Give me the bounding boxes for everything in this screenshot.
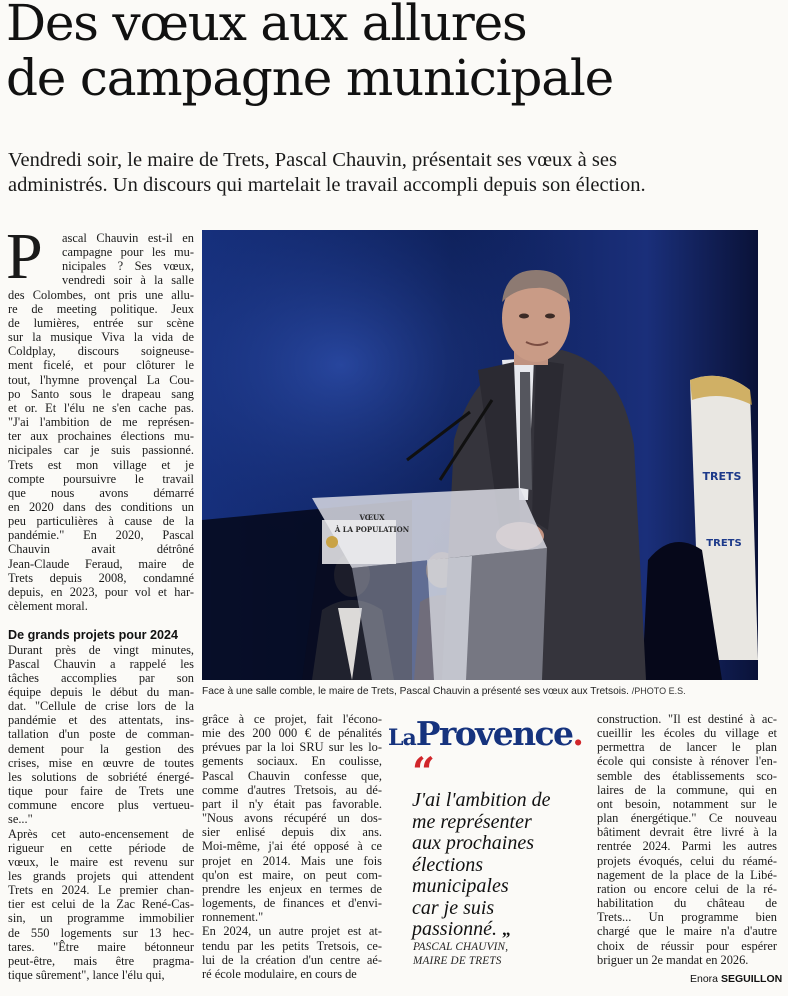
quote-close-icon: „ <box>502 920 511 939</box>
body-line: part il n'y était pas favorable. <box>202 796 382 811</box>
logo-provence: Provence <box>415 714 573 753</box>
body-line: choix de réussir pour espérer <box>597 938 777 953</box>
pull-quote <box>412 790 592 941</box>
body-line: mie des 200 000 € de pénalités <box>202 726 382 741</box>
body-line: "J'ai l'ambition de me représen- <box>8 415 194 430</box>
body-line: Jean-Claude Feraud, maire de <box>8 556 194 571</box>
body-line: projets évoqués, celui du réamé- <box>597 853 777 868</box>
body-line: projet en 2014. Mais une fois <box>202 853 382 868</box>
body-line: Trets est mon village et je <box>8 457 194 472</box>
banner-label: TRETS <box>702 470 742 483</box>
banner-label: TRETS <box>706 538 742 549</box>
body-line: chargé que le maire n'a d'autre <box>597 924 777 939</box>
article-standfirst <box>8 148 788 198</box>
body-line: Trets en 2024. Le premier chan- <box>8 883 194 898</box>
body-line: vœux, le maire est revenu sur <box>8 854 194 869</box>
body-line: nicipales ? Ses vœux, <box>62 259 194 274</box>
body-line: nicipales car je suis passionné. <box>8 443 194 458</box>
body-line: Moi-même, j'ai été opposé à ce <box>202 839 382 854</box>
article-headline <box>6 0 786 106</box>
section-subhead: De grands projets pour 2024 <box>8 628 179 642</box>
body-line: tique pour faire de Trets une <box>8 784 194 799</box>
body-line: laires de la commune, qui en <box>597 782 777 797</box>
body-line: lui de la création d'un centre aé- <box>202 952 382 967</box>
body-line: que nous avons démarré <box>8 485 194 500</box>
body-line: semble des établissements sco- <box>597 768 777 783</box>
body-line: habilitation du château de <box>597 896 777 911</box>
body-line: sin, un programme immobilier <box>8 911 194 926</box>
body-line: peut-être, mais être pragma- <box>8 953 194 968</box>
body-line: de 550 logements sur 13 hec- <box>8 925 194 940</box>
body-line: les solutions de sobriété énergé- <box>8 769 194 784</box>
pull-quote-text: passionné. <box>412 918 497 940</box>
byline-first-name: Enora <box>690 973 719 985</box>
body-line: ration ou encore celui de la ré- <box>597 881 777 896</box>
body-line: cèlement moral. <box>8 599 88 614</box>
body-line: grâce à ce projet, fait l'écono- <box>202 712 382 726</box>
body-line: construction. "Il est destiné à ac- <box>597 712 777 726</box>
pull-quote-line <box>412 790 592 812</box>
body-line: sier enlisé depuis dix ans. <box>202 825 382 840</box>
article-photo <box>202 230 758 680</box>
pull-quote-text: J'ai l'ambition de <box>412 789 551 811</box>
body-line: vendredi soir à la salle <box>62 273 194 288</box>
body-line: dat. "Cellule de crise lors de la <box>8 699 194 714</box>
body-line: en 2020 dans des conditions un <box>8 499 194 514</box>
body-line: re de meeting politique. Jeux <box>8 301 194 316</box>
lectern-text: À LA POPULATION <box>334 525 410 534</box>
pull-quote-text: municipales <box>412 875 509 897</box>
body-line: tares. "Être maire bétonneur <box>8 939 194 954</box>
body-line: ont besoin, notamment sur le <box>597 796 777 811</box>
attribution-line: PASCAL CHAUVIN, <box>413 941 509 953</box>
body-line: équipe depuis le début du man- <box>8 684 194 699</box>
body-line: Coldplay, discours soigneuse- <box>8 344 194 359</box>
body-line: "Nous avons récupéré un dos- <box>202 811 382 826</box>
body-line: crises, mise en œuvre de toutes <box>8 755 194 770</box>
body-line: gements sociaux. En coulisse, <box>202 754 382 769</box>
body-line: des Colombes, ont pris une allu- <box>8 287 194 302</box>
body-line: prévues par la loi SRU sur les lo- <box>202 740 382 755</box>
body-line: compte poursuivre le travail <box>8 471 194 486</box>
body-line: ter aux prochaines élections mu- <box>8 429 194 444</box>
byline-last-name: SEGUILLON <box>720 973 783 985</box>
body-line: Après cet auto-encensement de <box>8 826 194 841</box>
body-line: et or. Et l'élu ne s'en cache pas. <box>8 400 194 415</box>
lectern-text: VŒUX <box>359 513 385 522</box>
body-line: les grands projets qui attendent <box>8 869 194 883</box>
body-column-3 <box>597 712 777 967</box>
body-line: tier est celui de la Zac René-Cas- <box>8 897 194 912</box>
pull-quote-line <box>412 855 592 877</box>
body-line: pandémie et des attentats, ins- <box>8 713 194 728</box>
photo-credit: /PHOTO E.S. <box>631 686 686 696</box>
photo-caption <box>202 684 782 699</box>
body-line: ré école modulaire, en cours de <box>202 966 357 981</box>
body-line: po Santo sous le drapeau sang <box>8 386 194 401</box>
body-line: Trets depuis 2008, condamné <box>8 570 194 585</box>
body-line: tâches accomplies par son <box>8 670 194 685</box>
pull-quote-line <box>412 833 592 855</box>
body-line: Pascal Chauvin confesse que, <box>202 768 382 783</box>
body-line: campagne pour les mu- <box>62 245 194 260</box>
pull-quote-text: car je suis <box>412 896 495 919</box>
body-line: logements, de finances et d'envi- <box>202 896 382 911</box>
drop-cap: P <box>6 220 43 293</box>
body-line: briguer un 2e mandat en 2026. <box>597 952 749 967</box>
body-line: En 2024, un autre projet est at- <box>202 924 382 939</box>
body-line: bâtiment devrait être livré à la <box>597 825 777 840</box>
pull-quote-line <box>412 919 592 941</box>
standfirst-line: administrés. Un discours qui martelait le travail accompli depuis son élection. <box>8 174 646 196</box>
pull-quote-text: élections <box>412 853 484 876</box>
standfirst-line: Vendredi soir, le maire de Trets, Pascal Chauvin, présentait ses vœux à ses <box>8 149 617 171</box>
pull-quote-line <box>412 898 592 920</box>
body-line: de lumières, entrée sur scène <box>8 315 194 330</box>
body-line: rentrée 2024. Parmi les autres <box>597 839 777 854</box>
quote-open-icon: “ <box>412 749 436 796</box>
body-line: depuis, en 2023, pour vol et har- <box>8 584 194 599</box>
pull-quote-text: aux prochaines <box>412 832 535 854</box>
headline-line: Des vœux aux allures <box>6 0 527 52</box>
body-line: tique sûrement", lance l'élu qui, <box>8 968 165 983</box>
caption-text: Face à une salle comble, le maire de Trets, Pascal Chauvin a présenté ses vœux aux Tretsois. <box>202 686 629 697</box>
body-column-1 <box>6 220 194 614</box>
body-line: ment ficelé, et pour clôturer le <box>8 358 194 373</box>
pull-quote-line <box>412 812 592 834</box>
body-line: comme d'autres Tretsois, au dé- <box>202 782 382 797</box>
body-line: dement pour la gestion des <box>8 741 194 756</box>
headline-line: de campagne municipale <box>6 49 614 107</box>
body-line: plan énergétique." Ce nouveau <box>597 811 777 826</box>
body-line: pandémie." En 2020, Pascal <box>8 528 194 543</box>
pull-quote-attribution <box>413 940 593 968</box>
body-line: ascal Chauvin est-il en <box>62 231 194 245</box>
body-line: école qui consiste à rénover l'en- <box>597 754 777 769</box>
attribution-line: MAIRE DE TRETS <box>413 955 502 967</box>
body-column-1-continued <box>8 628 194 982</box>
body-line: Chauvin avait détrôné <box>8 542 194 557</box>
body-line: permettra de lancer le plan <box>597 740 777 755</box>
body-line: Pascal Chauvin a rappelé les <box>8 656 194 671</box>
body-line: Trets... Un programme bien <box>597 910 777 925</box>
body-column-2 <box>202 712 382 981</box>
body-line: sur la musique Viva la vida de <box>8 330 194 345</box>
body-line: se..." <box>8 812 33 827</box>
body-line: cueillir les écoles du village et <box>597 726 777 741</box>
body-line: tallation d'un poste de comman- <box>8 727 194 742</box>
logo-dot: . <box>572 714 584 753</box>
logo-la: La <box>388 725 416 751</box>
pull-quote-text: me représenter <box>412 810 532 833</box>
body-line: nagement de la place de la Libé- <box>597 867 777 882</box>
body-line: tout, l'hymne provençal La Cou- <box>8 372 194 387</box>
body-line: peu particulières à cause de la <box>8 514 194 529</box>
body-line: qu'on est maire, on peut com- <box>202 867 382 882</box>
body-line: prendre les enjeux en termes de <box>202 881 382 896</box>
body-line: tendu par les petits Tretsois, ce- <box>202 938 382 953</box>
body-line: Durant près de vingt minutes, <box>8 642 194 657</box>
body-line: rigueur en cette période de <box>8 840 194 855</box>
mayor-speech-photo <box>202 230 758 680</box>
byline <box>690 972 782 986</box>
pull-quote-line <box>412 876 592 898</box>
body-line: ronnement." <box>202 910 264 925</box>
body-line: commune encore plus vertueu- <box>8 798 194 813</box>
